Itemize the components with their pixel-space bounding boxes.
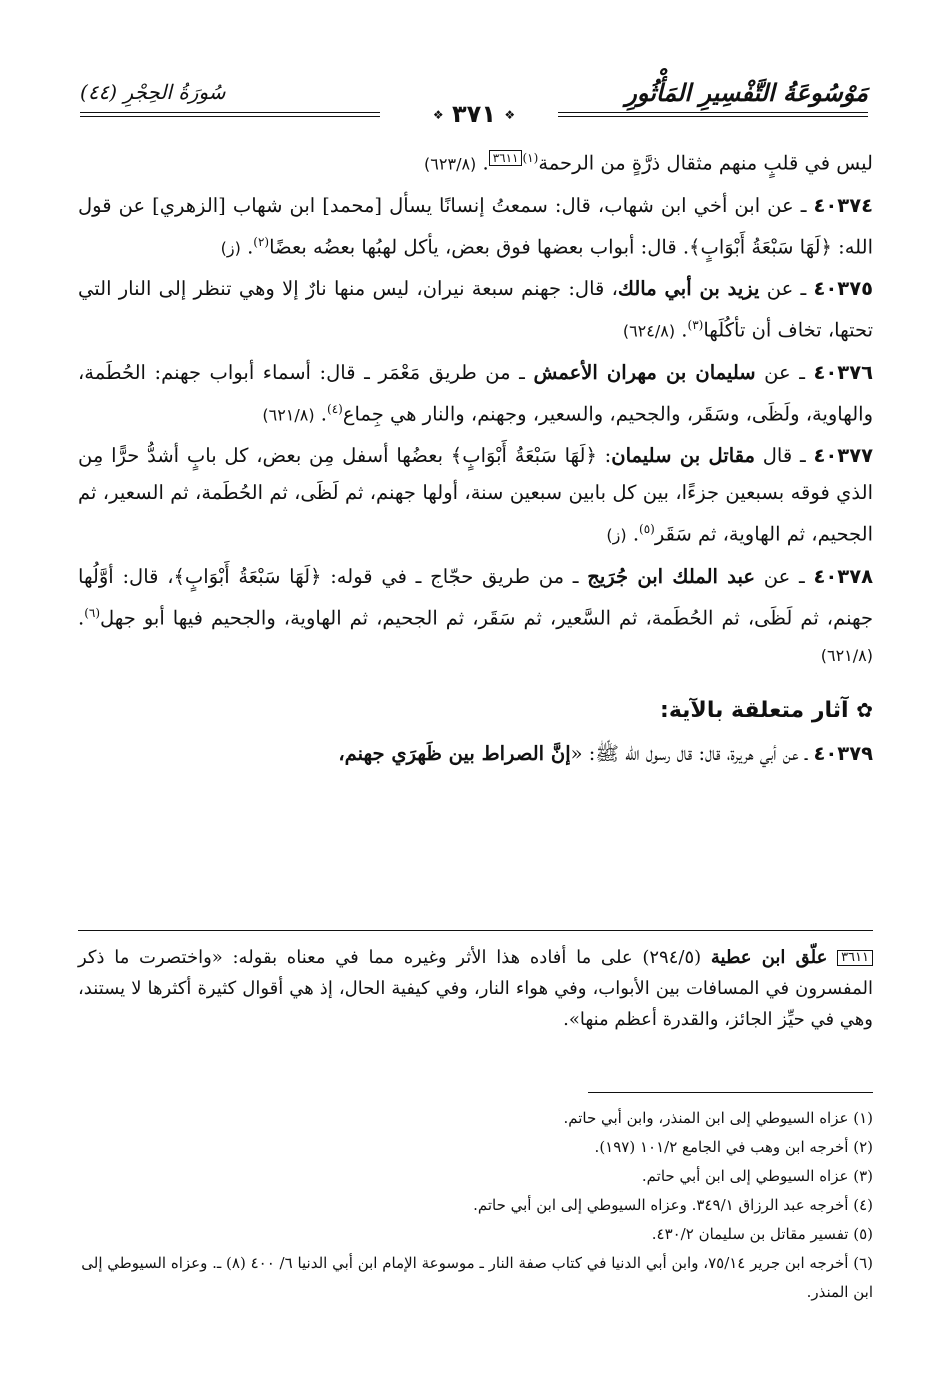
footnote: (٢) أخرجه ابن وهب في الجامع ١٠١/٢ (١٩٧). xyxy=(594,1138,873,1156)
narrator-name: مقاتل بن سليمان xyxy=(611,444,755,467)
editorial-note-number: ٣٦١١ xyxy=(837,950,873,966)
source-ref: (٦٢١/٨) xyxy=(820,646,873,665)
footnote-separator xyxy=(588,1092,873,1093)
narration-40378: ٤٠٣٧٨ ـ عن عبد الملك ابن جُرَيج ـ من طريق حجّاج ـ في قوله: ﴿لَهَا سَبْعَةُ أَبْوَابٍ﴾، قال: أوَّلُها جهنم، ثم لَظَى، ثم الحُطَمة، ثم السَّعير، ثم سَقَر، ثم الجحيم، ثم الهاوية، والجحيم فيها أبو جهل$^{(٦)}$. (٦٢١/٨) xyxy=(78,564,873,665)
footnote: (١) عزاه السيوطي إلى ابن المنذر، وابن أبي حاتم. xyxy=(563,1109,873,1127)
commentator-name: علّق ابن عطية xyxy=(710,947,828,968)
narration-number: ٤٠٣٧٦ xyxy=(813,360,873,384)
source-ref: (٦٢١/٨) xyxy=(262,405,315,424)
narration-number: ٤٠٣٧٨ xyxy=(813,564,873,588)
narration-number: ٤٠٣٧٥ xyxy=(813,277,873,300)
hadith-text: إنَّ الصراط بين ظَهرَي جهنم، xyxy=(338,742,571,765)
editorial-separator xyxy=(78,930,873,931)
ornament-icon: ❖ xyxy=(504,108,516,122)
narration-number: ٤٠٣٧٩ xyxy=(813,742,873,765)
source-ref: (ز) xyxy=(606,525,627,545)
section-heading: ✿ آثار متعلقة بالآية: xyxy=(660,698,873,723)
footnote: (٣) عزاه السيوطي إلى ابن أبي حاتم. xyxy=(641,1167,873,1185)
narration-40374: ٤٠٣٧٤ ـ عن ابن أخي ابن شهاب، قال: سمعتُ إنسانًا يسأل [محمد] ابن شهاب [الزهري] عن قول الله: ﴿لَهَا سَبْعَةُ أَبْوَابٍ﴾. قال: أبواب بعضها فوق بعض، يأكل لهبُها بعضُه بعضًا$^{(٢)}$. (ز) xyxy=(78,193,873,258)
narrator-name: سليمان بن مهران الأعمش xyxy=(533,360,756,384)
narration-40377: ٤٠٣٧٧ ـ قال مقاتل بن سليمان: ﴿لَهَا سَبْعَةُ أَبْوَابٍ﴾ بعضُها أسفل مِن بعض، كل بابٍ أشدُّ حرًّا مِن الذي فوقه بسبعين جزءًا، بين كل بابين سبعين سنة، أولها جهنم، ثم لَظَى، ثم الحُطَمة، ثم السعير، ثم الجحيم، ثم الهاوية، ثم سَقَر$^{(٥)}$. (ز) xyxy=(78,444,873,546)
narration-40379: ٤٠٣٧٩ ـ عن أبي هريرة، قال: قال رسول الله ﷺ: «إنَّ الصراط بين ظَهرَي جهنم، xyxy=(338,742,873,765)
narration-40376: ٤٠٣٧٦ ـ عن سليمان بن مهران الأعمش ـ من طريق مَعْمَر ـ قال: أسماء أبواب جهنم: الحُطَمة، والهاوية، ولَظَى، وسَقَر، والجحيم، والسعير، وجهنم، والنار هي جِماع$^{(٤)}$. (٦٢١/٨) xyxy=(78,360,873,425)
surah-title: سُورَةُ الحِجْرِ (٤٤) xyxy=(80,80,226,104)
book-title: مَوْسُوعَةُ التَّفْسِيرِ المَأْثُورِ xyxy=(625,78,868,107)
main-text xyxy=(78,140,873,776)
narrator-name: يزيد بن أبي مالك xyxy=(617,277,760,300)
editorial-note-marker: ٣٦١١ xyxy=(489,150,523,166)
page-number: ❖ ٣٧١ ❖ xyxy=(427,100,521,128)
source-ref: (٦٢٣/٨) xyxy=(424,154,477,174)
footnotes xyxy=(78,1104,873,1307)
source-ref: (ز) xyxy=(220,238,241,257)
flower-ornament-icon: ✿ xyxy=(856,698,873,722)
footnote: (٦) أخرجه ابن جرير ٧٥/١٤، وابن أبي الدنيا في كتاب صفة النار ـ موسوعة الإمام ابن أبي الدنيا ٦/ ٤٠٠ (٨) ـ. وعزاه السيوطي إلى ابن المنذر. xyxy=(81,1254,873,1301)
narration-number: ٤٠٣٧٤ xyxy=(813,193,873,217)
footnote: (٥) تفسير مقاتل بن سليمان ٤٣٠/٢. xyxy=(651,1225,873,1243)
footnote: (٤) أخرجه عبد الرزاق ٣٤٩/١. وعزاه السيوطي إلى ابن أبي حاتم. xyxy=(473,1196,873,1214)
source-ref: (٦٢٤/٨) xyxy=(622,321,676,341)
ornament-icon: ❖ xyxy=(432,108,444,122)
narration-number: ٤٠٣٧٧ xyxy=(813,444,873,467)
narration-40375: ٤٠٣٧٥ ـ عن يزيد بن أبي مالك، قال: جهنم سبعة نيران، ليس منها نارٌ إلا وهي تنظر إلى النار التي تحتها، تخاف أن تأكُلَها$^{(٣)}$. (٦٢٤/٨) xyxy=(78,277,873,342)
editorial-note: ٣٦١١ علّق ابن عطية (٢٩٤/٥) على ما أفاده هذا الأثر وغيره مما في معناه بقوله: «واختصرت ما ذكر المفسرون في المسافات بين الأبواب، وفي هواء النار، وفي كيفية الحال، إذ هي أقوال كثيرة أكثرها لا يستند، وهي في حيِّز الجائز، والقدرة أعظم منها». xyxy=(78,947,873,1030)
narrator-name: عبد الملك ابن جُرَيج xyxy=(587,564,756,588)
paragraph: ليس في قلبٍ منهم مثقال ذرَّةٍ من الرحمة$^{(١)}$٣٦١١. (٦٢٣/٨) xyxy=(424,151,873,175)
